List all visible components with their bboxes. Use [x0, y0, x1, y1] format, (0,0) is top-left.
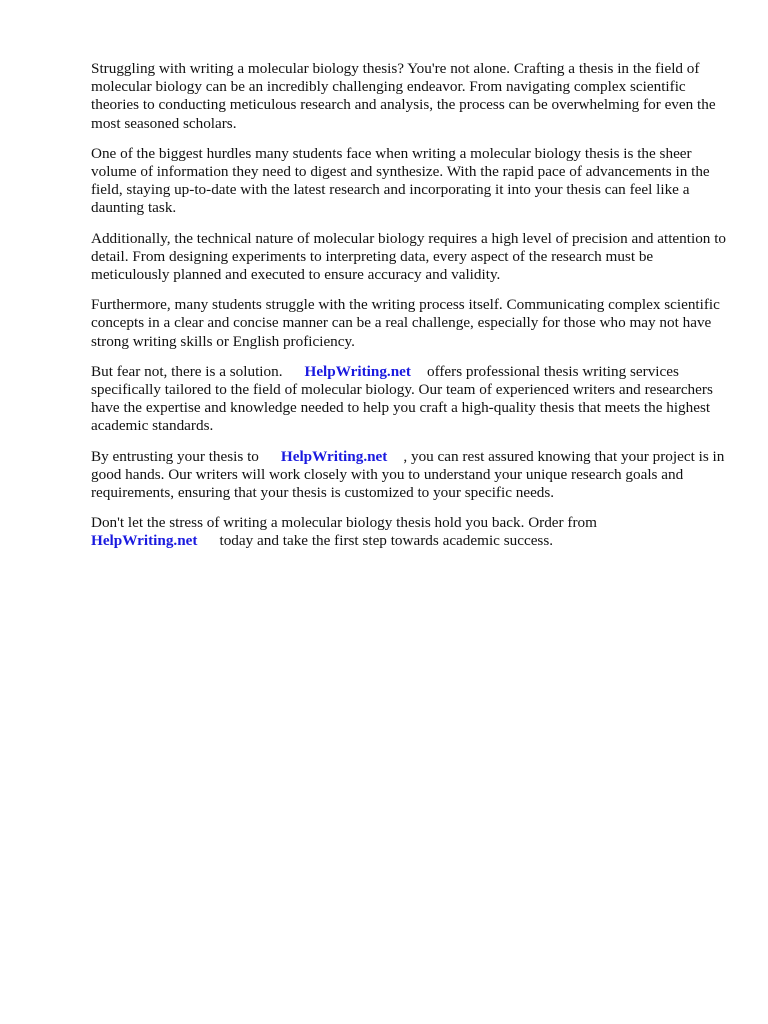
entrusting-text-after: , you can rest assured knowing that your project is in good hands. Our writers will work closely with you to understand your unique research goals and requirements, ensuring that your thesis is customized to your specific needs. [91, 447, 725, 502]
entrusting-text-before: By entrusting your thesis to [91, 447, 259, 465]
closing-line-break [91, 532, 727, 550]
paragraph-closing [91, 514, 727, 550]
paragraph-hurdles: One of the biggest hurdles many students face when writing a molecular biology thesis is the sheer volume of information they need to digest and synthesize. With the rapid pace of advancements in the field, staying up-to-date with the latest research and incorporating it into your thesis can feel like a daunting task. [91, 144, 710, 217]
document-body [91, 60, 727, 563]
helpwriting-link-entrusting[interactable]: HelpWriting.net [280, 447, 388, 465]
closing-text-before: Don't let the stress of writing a molecular biology thesis hold you back. Order from [91, 514, 597, 532]
helpwriting-link-closing[interactable]: HelpWriting.net [91, 532, 198, 550]
solution-text-after: offers professional thesis writing services specifically tailored to the field of molecular biology. Our team of experienced writers and researchers have the expertise and knowledge needed to help you craft a high-quality thesis that meets the highest academic standards. [91, 362, 713, 435]
closing-text-after: today and take the first step towards academic success. [219, 532, 554, 550]
paragraph-solution [91, 363, 727, 436]
paragraph-technical: Additionally, the technical nature of molecular biology requires a high level of precision and attention to detail. From designing experiments to interpreting data, every aspect of the research must be meticulously planned and executed to ensure accuracy and validity. [91, 229, 727, 284]
paragraph-entrusting [91, 448, 727, 503]
paragraph-intro: Struggling with writing a molecular biology thesis? You're not alone. Crafting a thesis in the field of molecular biology can be an incredibly challenging endeavor. From navigating complex scientific theories to conducting meticulous research and analysis, the process can be overwhelming for even the most seasoned scholars. [91, 60, 716, 132]
paragraph-writing-process: Furthermore, many students struggle with the writing process itself. Communicating complex scientific concepts in a clear and concise manner can be a real challenge, especially for those who may not have strong writing skills or English proficiency. [91, 296, 720, 350]
solution-text-before: But fear not, there is a solution. [91, 362, 283, 380]
helpwriting-link-solution[interactable]: HelpWriting.net [304, 362, 411, 380]
